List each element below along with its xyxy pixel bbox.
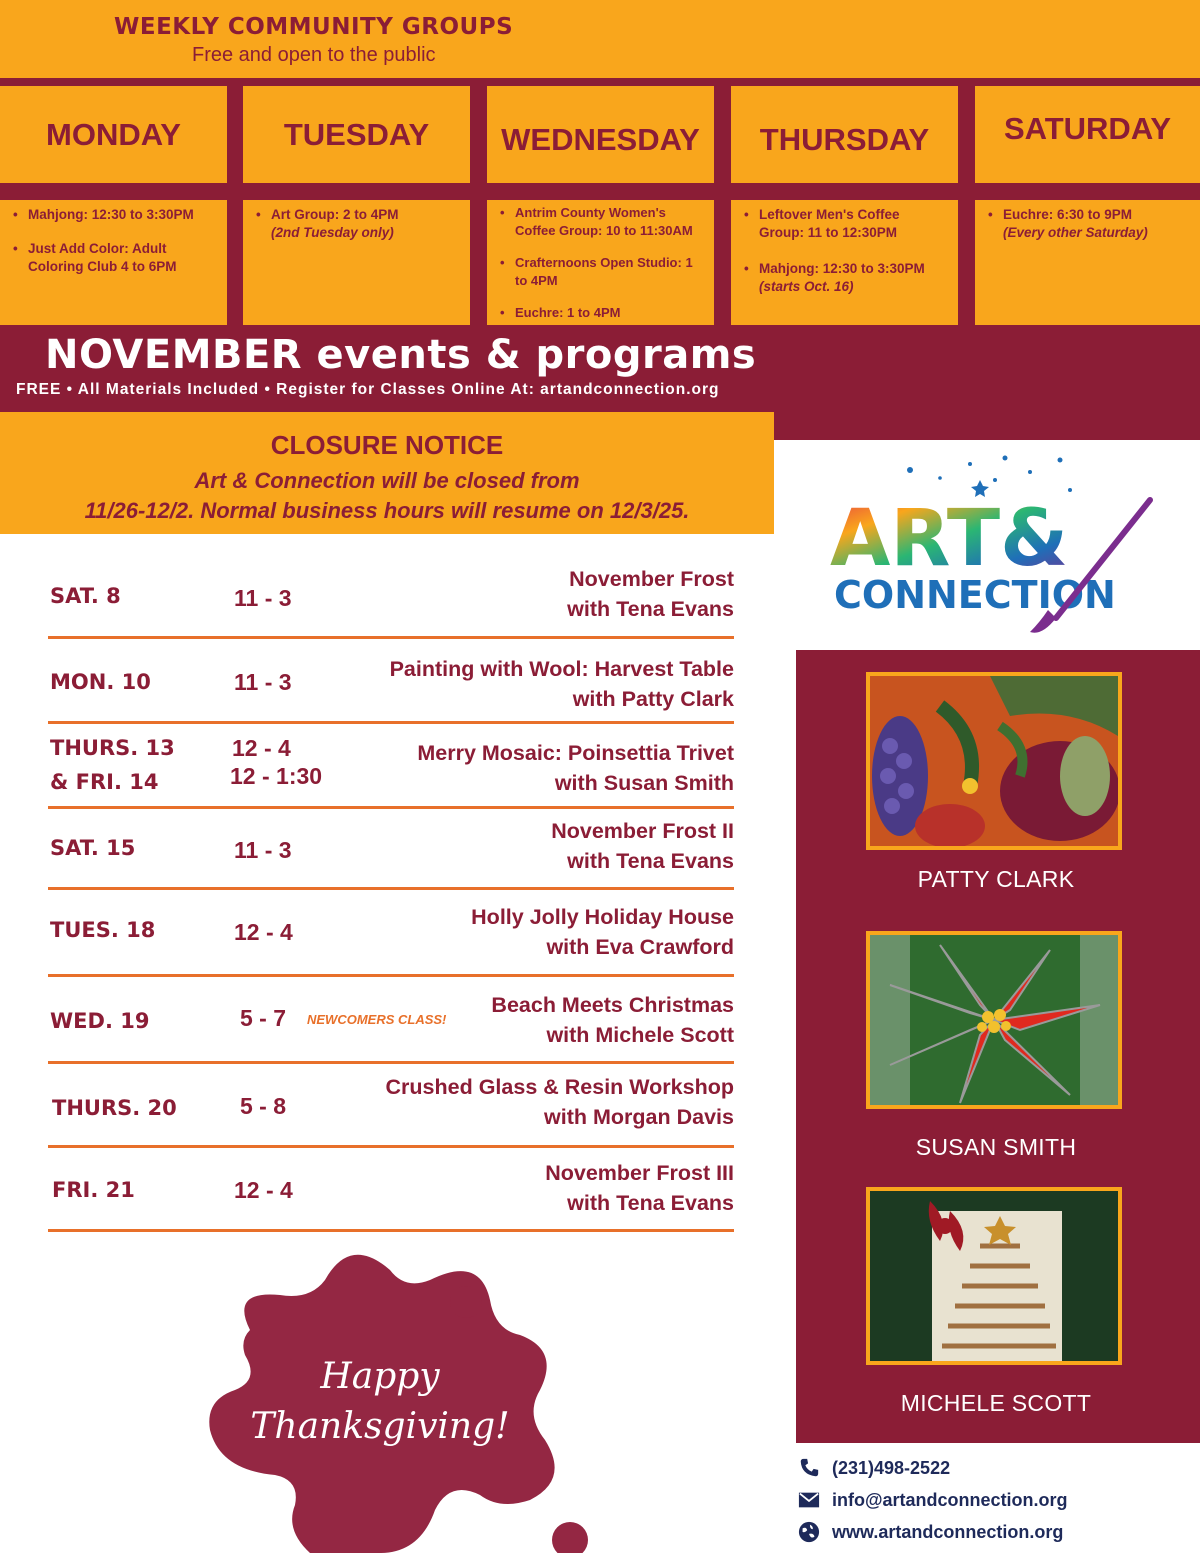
event-date: MON. 10	[50, 670, 151, 694]
group-note: (starts Oct. 16)	[759, 279, 854, 294]
event-title-text: Merry Mosaic: Poinsettia Trivet	[417, 741, 734, 765]
beach-christmas-artwork-image	[870, 1191, 1118, 1361]
harvest-artwork-image	[870, 676, 1118, 846]
event-instructor: with Susan Smith	[554, 771, 734, 795]
day-body-thursday	[731, 200, 958, 325]
group-text: Art Group: 2 to 4PM	[271, 207, 399, 222]
event-instructor: with Tena Evans	[567, 1191, 734, 1215]
day-body-tuesday	[243, 200, 470, 325]
day-header-wednesday	[487, 86, 714, 183]
day-body-saturday	[975, 200, 1200, 325]
event-divider	[48, 1145, 734, 1148]
day-name: SATURDAY	[1003, 110, 1172, 146]
weekly-subtitle: Free and open to the public	[192, 44, 436, 66]
group-text: Just Add Color: Adult Coloring Club 4 to 6PM	[28, 241, 177, 274]
sparkles-icon	[907, 456, 1072, 498]
thanksgiving-paint-splat	[190, 1240, 630, 1553]
event-instructor: with Tena Evans	[567, 597, 734, 621]
contact-email[interactable]	[796, 1489, 1068, 1511]
event-time-2: 12 - 1:30	[230, 763, 323, 789]
group-item	[497, 204, 704, 240]
group-item	[985, 206, 1190, 242]
event-instructor: with Eva Crawford	[546, 935, 734, 959]
closure-line-1: Art & Connection will be closed from	[194, 468, 580, 493]
event-date: THURS. 20	[52, 1096, 177, 1120]
artwork-poinsettia-trivet	[866, 931, 1122, 1109]
closure-line-2: 11/26-12/2. Normal business hours will resume on 12/3/25.	[84, 498, 690, 523]
event-title-text: November Frost	[569, 567, 734, 591]
event-time: 11 - 3	[234, 669, 292, 695]
event-row	[48, 654, 734, 720]
day-header-tuesday	[243, 86, 470, 183]
event-instructor: with Patty Clark	[572, 687, 734, 711]
event-time: 11 - 3	[234, 585, 292, 611]
group-item	[497, 254, 704, 290]
group-text: Euchre: 1 to 4PM	[515, 305, 621, 320]
event-divider	[48, 721, 734, 724]
event-title	[390, 654, 734, 714]
logo-connection-text: CONNECTION	[834, 573, 1116, 617]
art-and-connection-logo	[820, 450, 1160, 650]
contact-website[interactable]	[796, 1521, 1063, 1543]
event-date: THURS. 13	[50, 736, 175, 760]
november-subtitle: FREE • All Materials Included • Register for Classes Online At: artandconnection.org	[16, 381, 720, 398]
event-divider	[48, 636, 734, 639]
event-time: 12 - 4	[234, 919, 293, 945]
group-note: (2nd Tuesday only)	[271, 225, 394, 240]
event-date-2: & FRI. 14	[50, 770, 159, 794]
day-body-wednesday	[487, 200, 714, 325]
group-note: (Every other Saturday)	[1003, 225, 1148, 240]
event-date: FRI. 21	[52, 1178, 135, 1202]
event-time: 5 - 8	[240, 1093, 287, 1119]
group-text: Leftover Men's Coffee Group: 11 to 12:30PM	[759, 207, 900, 240]
event-row	[48, 730, 734, 806]
group-text: Mahjong: 12:30 to 3:30PM	[759, 261, 925, 276]
event-title-text: November Frost III	[545, 1161, 734, 1185]
event-title-text: Beach Meets Christmas	[491, 993, 734, 1017]
artwork-harvest-table	[866, 672, 1122, 850]
envelope-icon	[796, 1489, 822, 1511]
group-item	[10, 240, 217, 276]
event-title-text: Holly Jolly Holiday House	[471, 905, 734, 929]
group-item	[741, 206, 948, 242]
artist-name-patty-clark: PATTY CLARK	[917, 866, 1075, 892]
event-time: 11 - 3	[234, 837, 292, 863]
event-time: 5 - 7	[240, 1005, 287, 1031]
day-name: THURSDAY	[759, 121, 930, 157]
phone-number: (231)498-2522	[832, 1457, 951, 1478]
event-divider	[48, 887, 734, 890]
event-title	[567, 564, 734, 624]
group-text: Antrim County Women's Coffee Group: 10 to 11:30AM	[515, 205, 693, 238]
contact-phone[interactable]	[796, 1457, 950, 1479]
day-name: MONDAY	[46, 116, 181, 152]
event-row	[48, 1070, 734, 1140]
group-item	[10, 206, 217, 224]
event-title	[386, 1072, 734, 1132]
event-divider	[48, 806, 734, 809]
event-title-text: November Frost II	[551, 819, 734, 843]
event-date: SAT. 15	[50, 836, 136, 860]
group-text: Crafternoons Open Studio: 1 to 4PM	[515, 255, 693, 288]
artist-name-michele-scott: MICHELE SCOTT	[900, 1390, 1092, 1416]
group-text: Euchre: 6:30 to 9PM	[1003, 207, 1133, 222]
splat-drop	[450, 1286, 482, 1318]
day-name: TUESDAY	[283, 116, 430, 152]
splat-drop	[552, 1522, 588, 1553]
phone-icon	[796, 1457, 822, 1479]
event-date: TUES. 18	[50, 918, 156, 942]
event-title	[471, 902, 734, 962]
event-instructor: with Tena Evans	[567, 849, 734, 873]
event-divider	[48, 974, 734, 977]
splat-shape	[209, 1255, 554, 1553]
logo-art-text: ART&	[830, 494, 1069, 584]
event-divider	[48, 1229, 734, 1232]
event-title	[545, 1158, 734, 1218]
event-instructor: with Michele Scott	[546, 1023, 734, 1047]
day-header-saturday	[975, 86, 1200, 183]
website-url: www.artandconnection.org	[832, 1521, 1064, 1542]
group-item	[253, 206, 460, 242]
day-header-thursday	[731, 86, 958, 183]
poinsettia-artwork-image	[870, 935, 1118, 1105]
event-time: 12 - 4	[234, 1177, 293, 1203]
event-row	[48, 1158, 734, 1228]
event-date: SAT. 8	[50, 584, 121, 608]
event-date: WED. 19	[50, 1009, 150, 1033]
artwork-beach-christmas	[866, 1187, 1122, 1365]
event-time: 12 - 4	[232, 735, 291, 761]
event-title	[417, 738, 734, 798]
november-title: NOVEMBER events & programs	[45, 332, 757, 378]
group-item	[497, 304, 704, 322]
artist-name-susan-smith: SUSAN SMITH	[915, 1134, 1077, 1160]
closure-notice	[0, 412, 774, 534]
closure-title: CLOSURE NOTICE	[270, 430, 504, 460]
event-title	[551, 816, 734, 876]
day-name: WEDNESDAY	[501, 121, 700, 157]
event-title-text: Painting with Wool: Harvest Table	[389, 657, 734, 681]
email-address: info@artandconnection.org	[832, 1489, 1068, 1510]
group-text: Mahjong: 12:30 to 3:30PM	[28, 207, 194, 222]
group-item	[741, 260, 948, 296]
event-title	[491, 990, 734, 1050]
day-body-monday	[0, 200, 227, 325]
weekly-title: WEEKLY COMMUNITY GROUPS	[114, 14, 514, 40]
thanksgiving-line-1: Happy	[320, 1356, 440, 1397]
event-row	[48, 816, 734, 886]
day-header-monday	[0, 86, 227, 183]
event-row	[48, 902, 734, 972]
event-instructor: with Morgan Davis	[544, 1105, 734, 1129]
globe-icon	[796, 1521, 822, 1543]
event-divider	[48, 1061, 734, 1064]
thanksgiving-line-2: Thanksgiving!	[250, 1406, 510, 1447]
event-title-text: Crushed Glass & Resin Workshop	[385, 1075, 734, 1099]
newcomers-class-label: NEWCOMERS CLASS!	[307, 1012, 447, 1027]
event-row	[48, 562, 734, 632]
